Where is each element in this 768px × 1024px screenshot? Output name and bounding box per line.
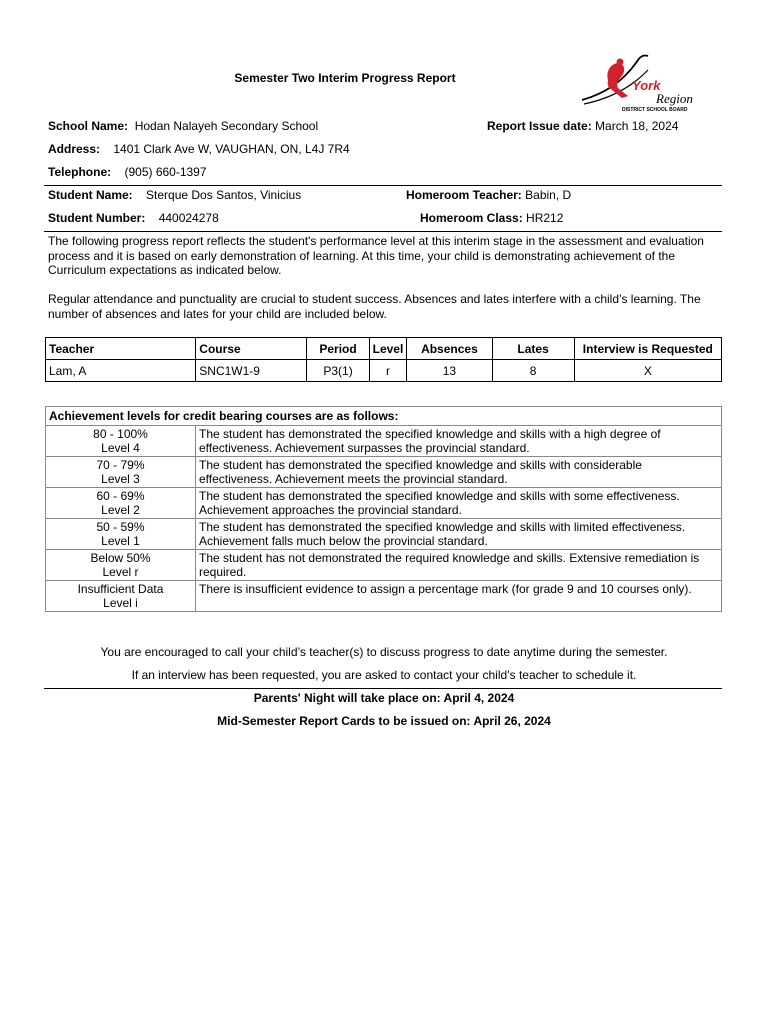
- homeroom-class-value: HR212: [526, 211, 564, 225]
- telephone-row: [48, 165, 207, 179]
- achievement-row: [46, 550, 722, 581]
- student-name-value: Sterque Dos Santos, Vinicius: [146, 188, 302, 202]
- achievement-level-cell: [46, 550, 196, 581]
- address-value: 1401 Clark Ave W, VAUGHAN, ON, L4J 7R4: [113, 142, 350, 156]
- achievement-level-cell: [46, 457, 196, 488]
- header-absences: Absences: [407, 338, 492, 360]
- cell-interview-requested: X: [574, 360, 721, 382]
- achievement-row: [46, 457, 722, 488]
- cell-level: r: [369, 360, 407, 382]
- achievement-description: The student has not demonstrated the required knowledge and skills. Extensive remediation is required.: [196, 550, 722, 581]
- school-name-value: Hodan Nalayeh Secondary School: [134, 119, 319, 133]
- achievement-level-cell: [46, 426, 196, 457]
- school-name-label: School Name:: [48, 119, 129, 133]
- homeroom-class-row: [420, 211, 563, 225]
- header-course: Course: [196, 338, 307, 360]
- homeroom-teacher-value: Babin, D: [525, 188, 572, 202]
- achievement-level: Level 3: [101, 472, 140, 486]
- student-number-row: [48, 211, 219, 225]
- achievement-level: Level i: [103, 596, 138, 610]
- courses-table-header: [46, 338, 722, 360]
- divider: [44, 185, 722, 186]
- achievement-level: Level 4: [101, 441, 140, 455]
- parents-night-note: Parents' Night will take place on: April 4, 2024: [253, 691, 515, 705]
- report-title: Semester Two Interim Progress Report: [234, 71, 456, 85]
- achievement-row: [46, 426, 722, 457]
- achievement-level: Level r: [102, 565, 139, 579]
- logo-word-york: York: [632, 78, 661, 93]
- achievement-table-heading-row: [46, 407, 722, 426]
- logo-subtitle: DISTRICT SCHOOL BOARD: [622, 107, 688, 112]
- school-name-row: [48, 119, 318, 133]
- header-level: Level: [369, 338, 407, 360]
- achievement-level-cell: [46, 519, 196, 550]
- cell-lates: 8: [492, 360, 574, 382]
- achievement-range: Below 50%: [90, 551, 151, 565]
- achievement-description: The student has demonstrated the specified knowledge and skills with considerable effectiveness. Achievement meets the provincial standard.: [196, 457, 722, 488]
- student-name-label: Student Name:: [48, 188, 133, 202]
- achievement-description: There is insufficient evidence to assign a percentage mark (for grade 9 and 10 courses only).: [196, 581, 722, 612]
- cell-absences: 13: [407, 360, 492, 382]
- achievement-levels-table: [45, 406, 722, 612]
- issue-date-label: Report Issue date:: [487, 119, 592, 133]
- table-row: [46, 360, 722, 382]
- achievement-range: 80 - 100%: [93, 427, 148, 441]
- achievement-range: Insufficient Data: [77, 582, 164, 596]
- call-teacher-note: You are encouraged to call your child’s teacher(s) to discuss progress to date anytime during the semester.: [100, 645, 668, 659]
- divider: [44, 231, 722, 232]
- achievement-level: Level 1: [101, 534, 140, 548]
- issue-date-row: [487, 119, 678, 133]
- report-cards-note: Mid-Semester Report Cards to be issued on: April 26, 2024: [217, 714, 551, 728]
- achievement-level-cell: [46, 581, 196, 612]
- attendance-paragraph: Regular attendance and punctuality are crucial to student success. Absences and lates interfere with a child’s learning. The number of absences and lates for your child are included below.: [48, 292, 701, 321]
- achievement-level-cell: [46, 488, 196, 519]
- homeroom-teacher-label: Homeroom Teacher:: [406, 188, 522, 202]
- interview-note: If an interview has been requested, you are asked to contact your child’s teacher to schedule it.: [131, 668, 637, 682]
- york-region-logo-mark: [578, 50, 703, 112]
- student-number-value: 440024278: [158, 211, 219, 225]
- achievement-range: 70 - 79%: [96, 458, 145, 472]
- address-label: Address:: [48, 142, 101, 156]
- achievement-range: 60 - 69%: [96, 489, 145, 503]
- achievement-description: The student has demonstrated the specified knowledge and skills with some effectiveness. Achievement approaches the provincial standard.: [196, 488, 722, 519]
- divider: [44, 688, 722, 689]
- achievement-row: [46, 488, 722, 519]
- achievement-description: The student has demonstrated the specified knowledge and skills with a high degree of effectiveness. Achievement surpasses the provincial standard.: [196, 426, 722, 457]
- york-region-logo: [578, 50, 703, 112]
- telephone-label: Telephone:: [48, 165, 112, 179]
- student-name-row: [48, 188, 301, 202]
- telephone-value: (905) 660-1397: [124, 165, 207, 179]
- header-period: Period: [307, 338, 369, 360]
- logo-word-region: Region: [656, 91, 693, 106]
- header-interview-requested: Interview is Requested: [574, 338, 721, 360]
- achievement-row: [46, 519, 722, 550]
- cell-teacher: Lam, A: [46, 360, 196, 382]
- address-row: [48, 142, 350, 156]
- homeroom-teacher-row: [406, 188, 571, 202]
- achievement-description: The student has demonstrated the specified knowledge and skills with limited effectiveness. Achievement falls much below the provincial standard.: [196, 519, 722, 550]
- homeroom-class-label: Homeroom Class:: [420, 211, 523, 225]
- issue-date-value: March 18, 2024: [595, 119, 679, 133]
- cell-course: SNC1W1-9: [196, 360, 307, 382]
- student-number-label: Student Number:: [48, 211, 146, 225]
- header-teacher: Teacher: [46, 338, 196, 360]
- achievement-range: 50 - 59%: [96, 520, 145, 534]
- achievement-level: Level 2: [101, 503, 140, 517]
- achievement-table-heading: Achievement levels for credit bearing courses are as follows:: [46, 407, 722, 426]
- intro-paragraph: The following progress report reflects the student's performance level at this interim stage in the assessment and evaluation process and it is based on early demonstration of learning. At this time, your child is demonstrating achievement of the Curriculum expectations as indicated below.: [48, 234, 704, 277]
- cell-period: P3(1): [307, 360, 369, 382]
- courses-table: [45, 337, 722, 382]
- header-lates: Lates: [492, 338, 574, 360]
- achievement-row: [46, 581, 722, 612]
